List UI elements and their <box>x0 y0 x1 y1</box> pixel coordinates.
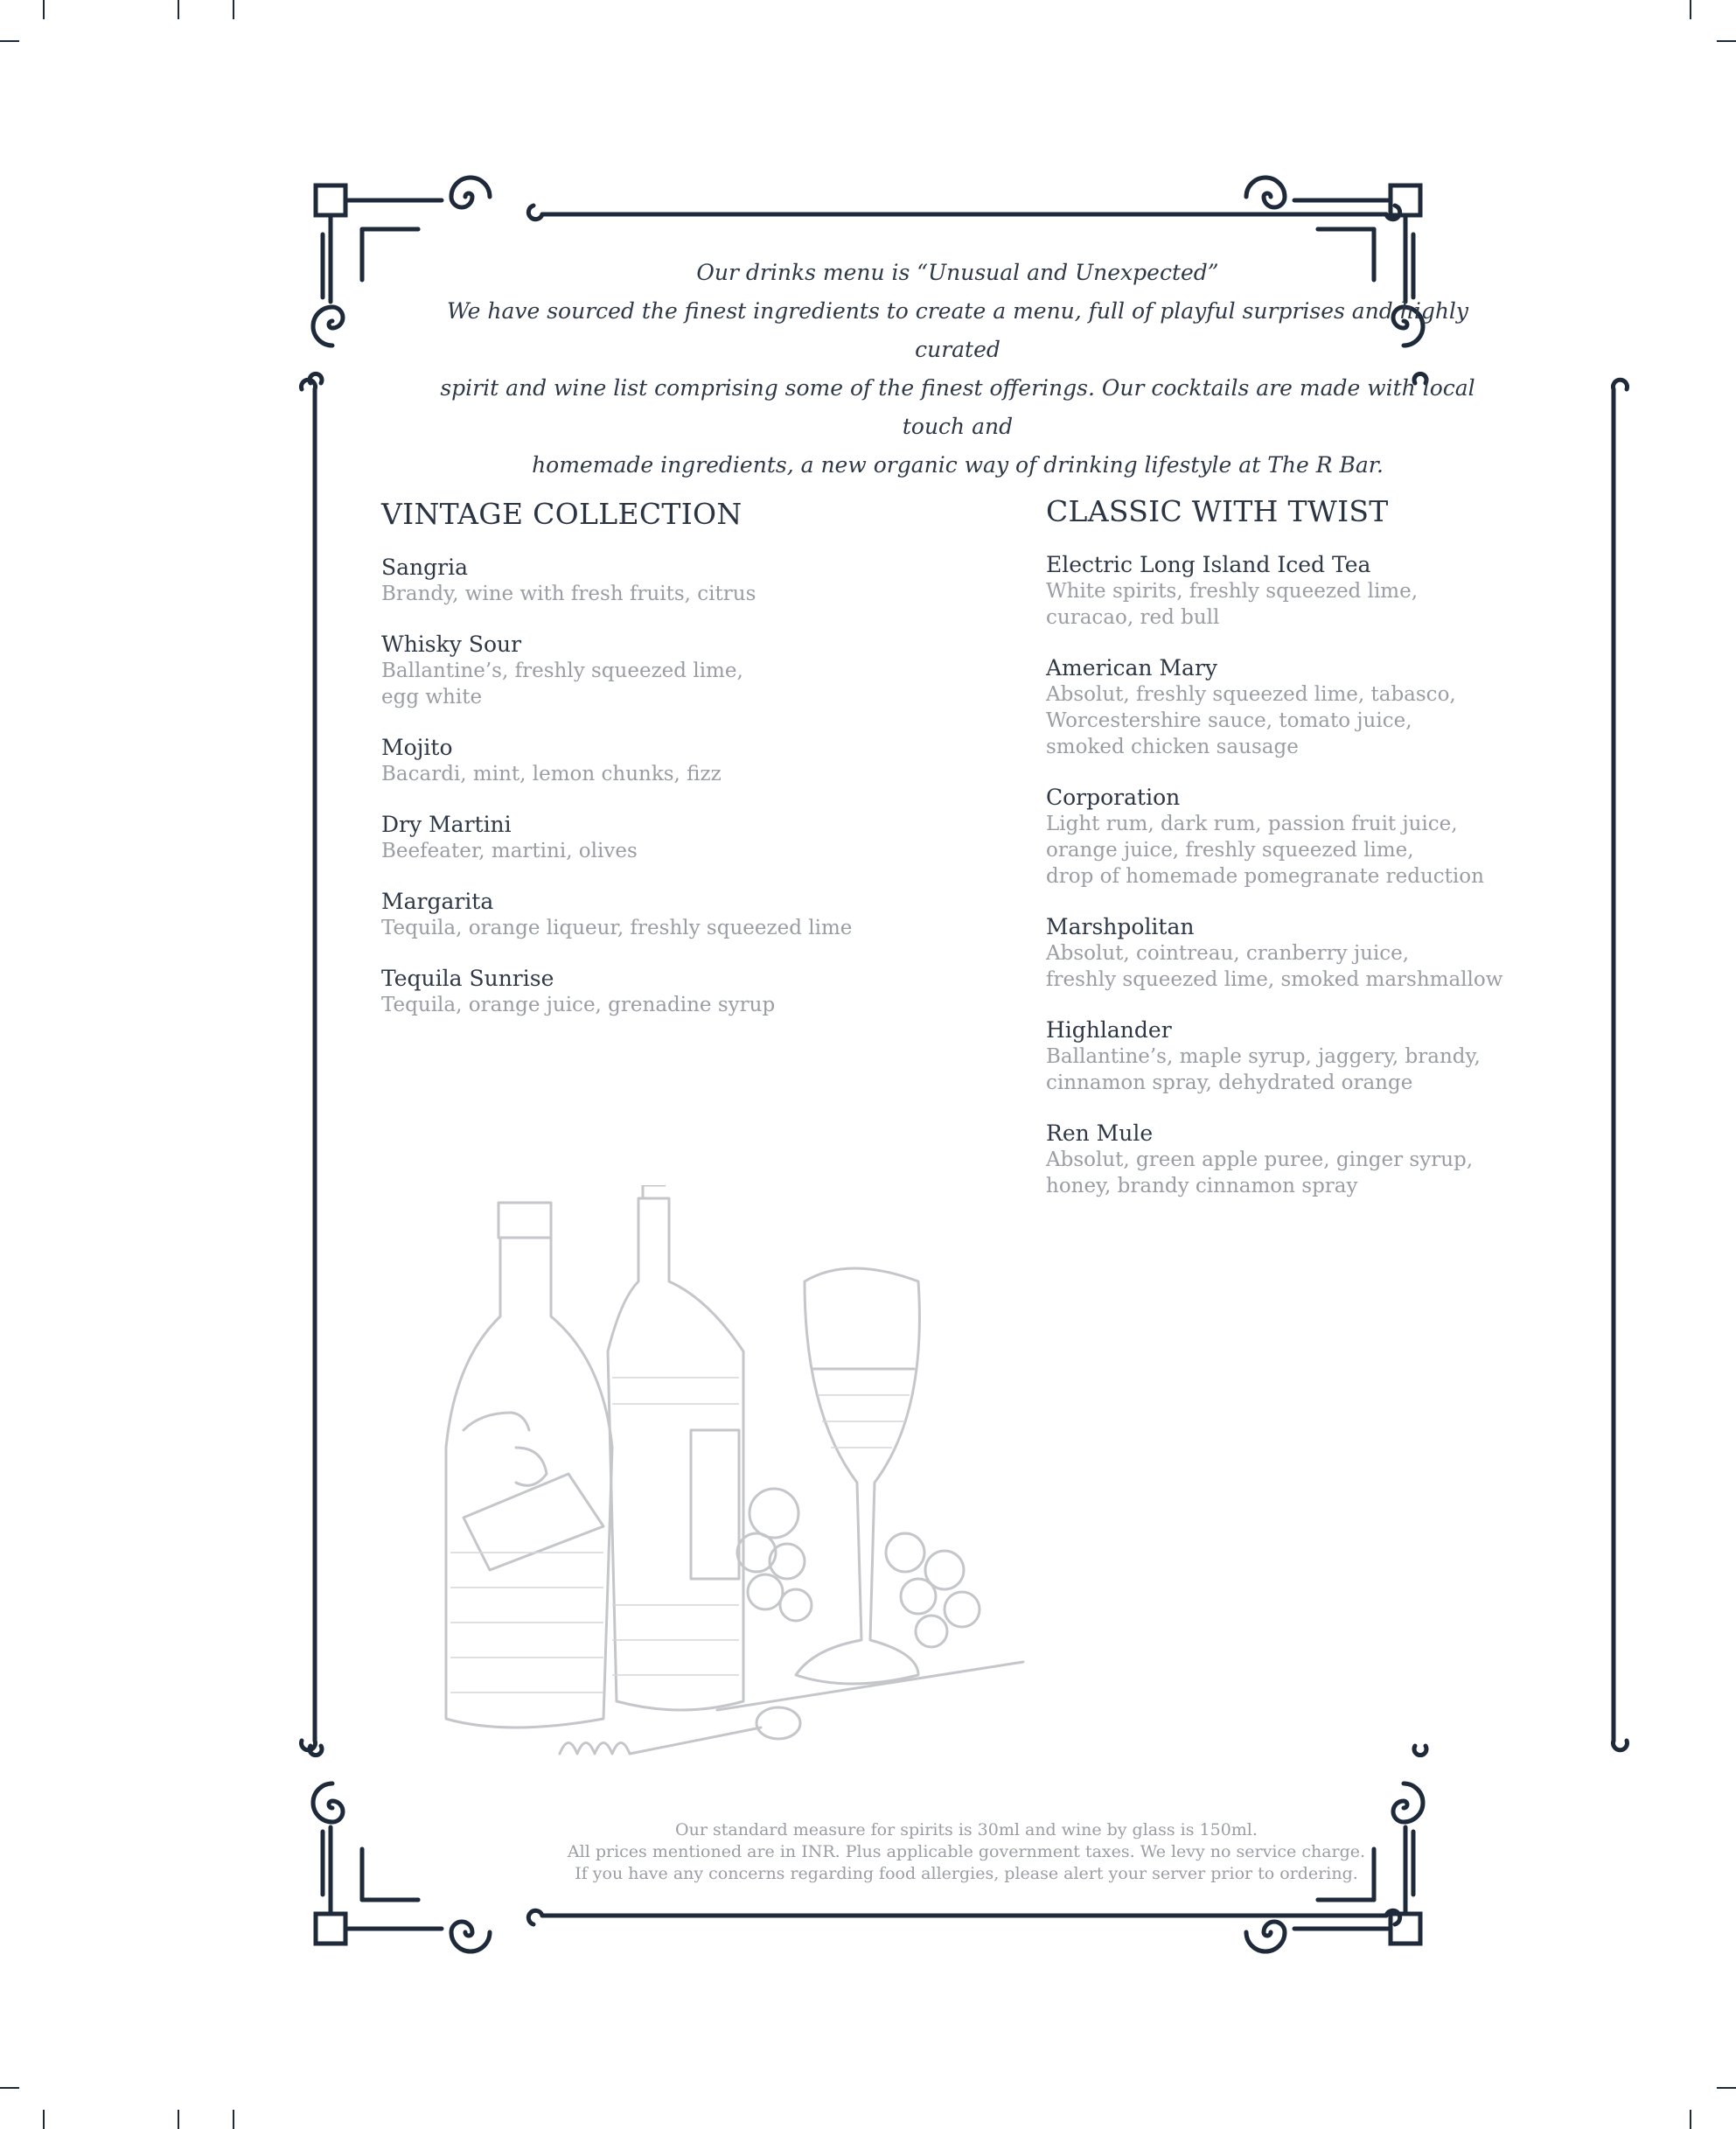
item-name: Margarita <box>381 889 494 914</box>
item-name: American Mary <box>1046 655 1218 681</box>
menu-item <box>381 812 941 864</box>
item-name: Dry Martini <box>381 812 512 837</box>
intro-line: spirit and wine list comprising some of the finest offerings. Our cocktails are made with local touch and <box>440 375 1475 439</box>
item-description: Bacardi, mint, lemon chunks, fizz <box>381 763 722 785</box>
intro-line: We have sourced the finest ingredients to create a menu, full of playful surprises and highly curated <box>446 298 1469 362</box>
item-description: Ballantine’s, freshly squeezed lime, egg white <box>381 660 743 709</box>
item-description: Tequila, orange liqueur, freshly squeezed lime <box>381 917 853 939</box>
menu-item <box>1046 655 1553 760</box>
item-description: Absolut, cointreau, cranberry juice, freshly squeezed lime, smoked marshmallow <box>1046 942 1503 991</box>
menu-item <box>1046 914 1553 993</box>
classic-with-twist-section <box>1046 494 1553 1224</box>
item-description: Light rum, dark rum, passion fruit juice, orange juice, freshly squeezed lime, drop of homemade pomegranate reduction <box>1046 813 1484 888</box>
footer-line: Our standard measure for spirits is 30ml and wine by glass is 150ml. <box>675 1820 1258 1839</box>
item-name: Ren Mule <box>1046 1120 1154 1146</box>
item-description: White spirits, freshly squeezed lime, curacao, red bull <box>1046 580 1419 629</box>
item-description: Beefeater, martini, olives <box>381 840 638 862</box>
menu-item <box>1046 552 1553 631</box>
item-name: Electric Long Island Iced Tea <box>1046 552 1371 577</box>
item-name: Sangria <box>381 555 468 580</box>
menu-item <box>381 966 941 1018</box>
menu-item <box>1046 785 1553 890</box>
intro-line: homemade ingredients, a new organic way of drinking lifestyle at The R Bar. <box>532 452 1384 478</box>
item-name: Corporation <box>1046 785 1181 810</box>
section-title: CLASSIC WITH TWIST <box>1046 494 1389 528</box>
footer-line: All prices mentioned are in INR. Plus applicable government taxes. We levy no service charge. <box>567 1842 1366 1861</box>
section-title: VINTAGE COLLECTION <box>381 497 743 531</box>
item-description: Ballantine’s, maple syrup, jaggery, brandy, cinnamon spray, dehydrated orange <box>1046 1045 1481 1094</box>
item-name: Highlander <box>1046 1017 1172 1043</box>
wine-bottles-sketch <box>429 1185 1058 1797</box>
menu-item <box>381 555 941 607</box>
vintage-collection-section <box>381 497 941 1043</box>
menu-item <box>1046 1120 1553 1199</box>
item-description: Absolut, green apple puree, ginger syrup, honey, brandy cinnamon spray <box>1046 1148 1474 1197</box>
item-name: Mojito <box>381 735 453 760</box>
item-description: Tequila, orange juice, grenadine syrup <box>381 994 776 1016</box>
menu-item <box>381 632 941 710</box>
menu-item <box>1046 1017 1553 1096</box>
item-name: Tequila Sunrise <box>381 966 554 991</box>
intro-text <box>437 254 1478 485</box>
item-description: Absolut, freshly squeezed lime, tabasco, Worcestershire sauce, tomato juice, smoked chicken sausage <box>1046 683 1456 758</box>
item-name: Marshpolitan <box>1046 914 1195 939</box>
menu-item <box>381 735 941 787</box>
footer-notes <box>490 1819 1443 1885</box>
intro-line: Our drinks menu is “Unusual and Unexpected” <box>696 260 1219 285</box>
menu-item <box>381 889 941 941</box>
item-name: Whisky Sour <box>381 632 522 657</box>
footer-line: If you have any concerns regarding food allergies, please alert your server prior to ordering. <box>575 1864 1358 1883</box>
item-description: Brandy, wine with fresh fruits, citrus <box>381 583 756 605</box>
